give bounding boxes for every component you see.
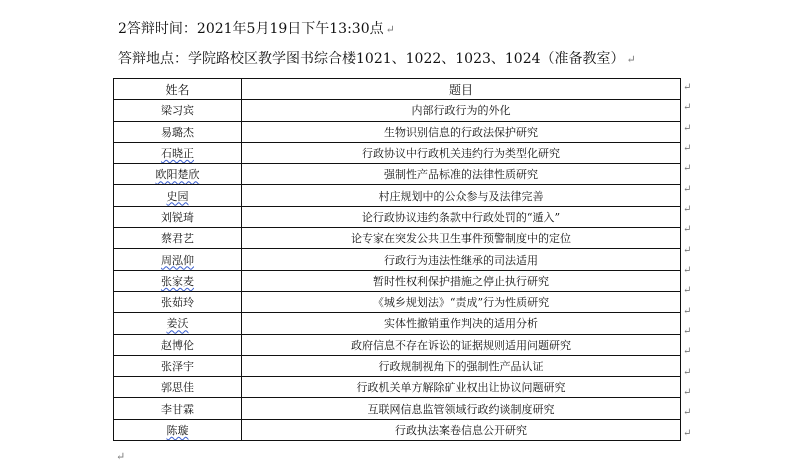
thesis-title-cell: 强制性产品标准的法律性质研究 [242, 164, 681, 185]
row-end-mark-icon: ↵ [683, 387, 692, 398]
table-row [114, 185, 681, 206]
table-row [114, 334, 681, 355]
student-name-cell: 李甘霖 [114, 398, 242, 419]
table-row [114, 377, 681, 398]
row-end-mark-icon: ↵ [683, 245, 692, 256]
table-row [114, 206, 681, 227]
table-row [114, 142, 681, 163]
spellcheck-underlined-name: 张家麦 [161, 274, 194, 288]
defense-schedule-table [113, 78, 681, 441]
student-name-cell [114, 164, 242, 185]
row-end-mark-icon: ↵ [683, 224, 692, 235]
thesis-title-cell: 论专家在突发公共卫生事件预警制度中的定位 [242, 228, 681, 249]
row-end-mark-icon: ↵ [683, 407, 692, 418]
student-name-cell [114, 270, 242, 291]
student-name-cell: 郭思佳 [114, 377, 242, 398]
paragraph-mark-icon: ↵ [626, 53, 636, 66]
spellcheck-underlined-name: 周泓仰 [161, 253, 194, 267]
thesis-title-cell: 行政机关单方解除矿业权出让协议问题研究 [242, 377, 681, 398]
row-end-mark-icon: ↵ [683, 184, 692, 195]
thesis-title-cell: 互联网信息监管领域行政约谈制度研究 [242, 398, 681, 419]
student-name-cell [114, 249, 242, 270]
table-row [114, 164, 681, 185]
row-end-mark-icon: ↵ [683, 123, 692, 134]
student-name-cell: 张茹玲 [114, 291, 242, 312]
paragraph-mark-icon: ↵ [116, 450, 126, 463]
spellcheck-underlined-name: 陈璇 [166, 423, 189, 437]
row-end-mark-icon: ↵ [683, 204, 692, 215]
thesis-title-cell: 村庄规划中的公众参与及法律完善 [242, 185, 681, 206]
row-end-mark-icon: ↵ [683, 367, 692, 378]
student-name-cell [114, 142, 242, 163]
student-name-cell: 易璐杰 [114, 121, 242, 142]
row-end-mark-icon: ↵ [683, 143, 692, 154]
table-row [114, 100, 681, 121]
thesis-title-cell: 行政协议中行政机关违约行为类型化研究 [242, 142, 681, 163]
thesis-title-cell: 《城乡规划法》“责成”行为性质研究 [242, 291, 681, 312]
name-column-header: 姓名 [114, 79, 242, 100]
row-end-mark-icon: ↵ [683, 82, 692, 93]
thesis-title-cell: 行政行为违法性继承的司法适用 [242, 249, 681, 270]
table-row [114, 270, 681, 291]
thesis-title-cell: 行政执法案卷信息公开研究 [242, 419, 681, 440]
student-name-cell: 梁习宾 [114, 100, 242, 121]
row-end-mark-icon: ↵ [683, 346, 692, 357]
spellcheck-underlined-name: 姜沃 [166, 317, 189, 331]
table-row [114, 291, 681, 312]
title-column-header: 题目 [242, 79, 681, 100]
defense-location-text: 答辩地点：学院路校区教学图书综合楼1021、1022、1023、1024（准备教室） [118, 51, 625, 67]
row-end-mark-icon: ↵ [683, 428, 692, 439]
paragraph-mark-icon: ↵ [385, 23, 395, 36]
student-name-cell: 蔡君艺 [114, 228, 242, 249]
student-name-cell [114, 185, 242, 206]
student-name-cell [114, 313, 242, 334]
student-name-cell: 赵博伦 [114, 334, 242, 355]
thesis-title-cell: 实体性撤销重作判决的适用分析 [242, 313, 681, 334]
table-row [114, 313, 681, 334]
thesis-title-cell: 暂时性权利保护措施之停止执行研究 [242, 270, 681, 291]
table-row [114, 398, 681, 419]
table-header-row [114, 79, 681, 100]
defense-time-line [118, 18, 395, 38]
spellcheck-underlined-name: 史园 [166, 189, 189, 203]
row-end-mark-icon: ↵ [683, 265, 692, 276]
thesis-title-cell: 内部行政行为的外化 [242, 100, 681, 121]
row-end-mark-icon: ↵ [683, 306, 692, 317]
table-row [114, 121, 681, 142]
thesis-title-cell: 生物识别信息的行政法保护研究 [242, 121, 681, 142]
row-end-mark-icon: ↵ [683, 102, 692, 113]
thesis-title-cell: 政府信息不存在诉讼的证据规则适用问题研究 [242, 334, 681, 355]
table-row [114, 249, 681, 270]
student-name-cell [114, 419, 242, 440]
row-end-mark-icon: ↵ [683, 285, 692, 296]
student-name-cell: 刘锐琦 [114, 206, 242, 227]
spellcheck-underlined-name: 石晓正 [161, 147, 194, 161]
row-end-mark-icon: ↵ [683, 326, 692, 337]
row-end-mark-icon: ↵ [683, 163, 692, 174]
spellcheck-underlined-name: 欧阳楚欣 [155, 168, 200, 182]
thesis-title-cell: 行政规制视角下的强制性产品认证 [242, 355, 681, 376]
table-row [114, 228, 681, 249]
table-row [114, 355, 681, 376]
defense-location-line [118, 48, 636, 68]
table-row [114, 419, 681, 440]
student-name-cell: 张泽宇 [114, 355, 242, 376]
thesis-title-cell: 论行政协议违约条款中行政处罚的“遁入” [242, 206, 681, 227]
defense-time-text: 2答辩时间：2021年5月19日下午13:30点 [118, 21, 384, 37]
